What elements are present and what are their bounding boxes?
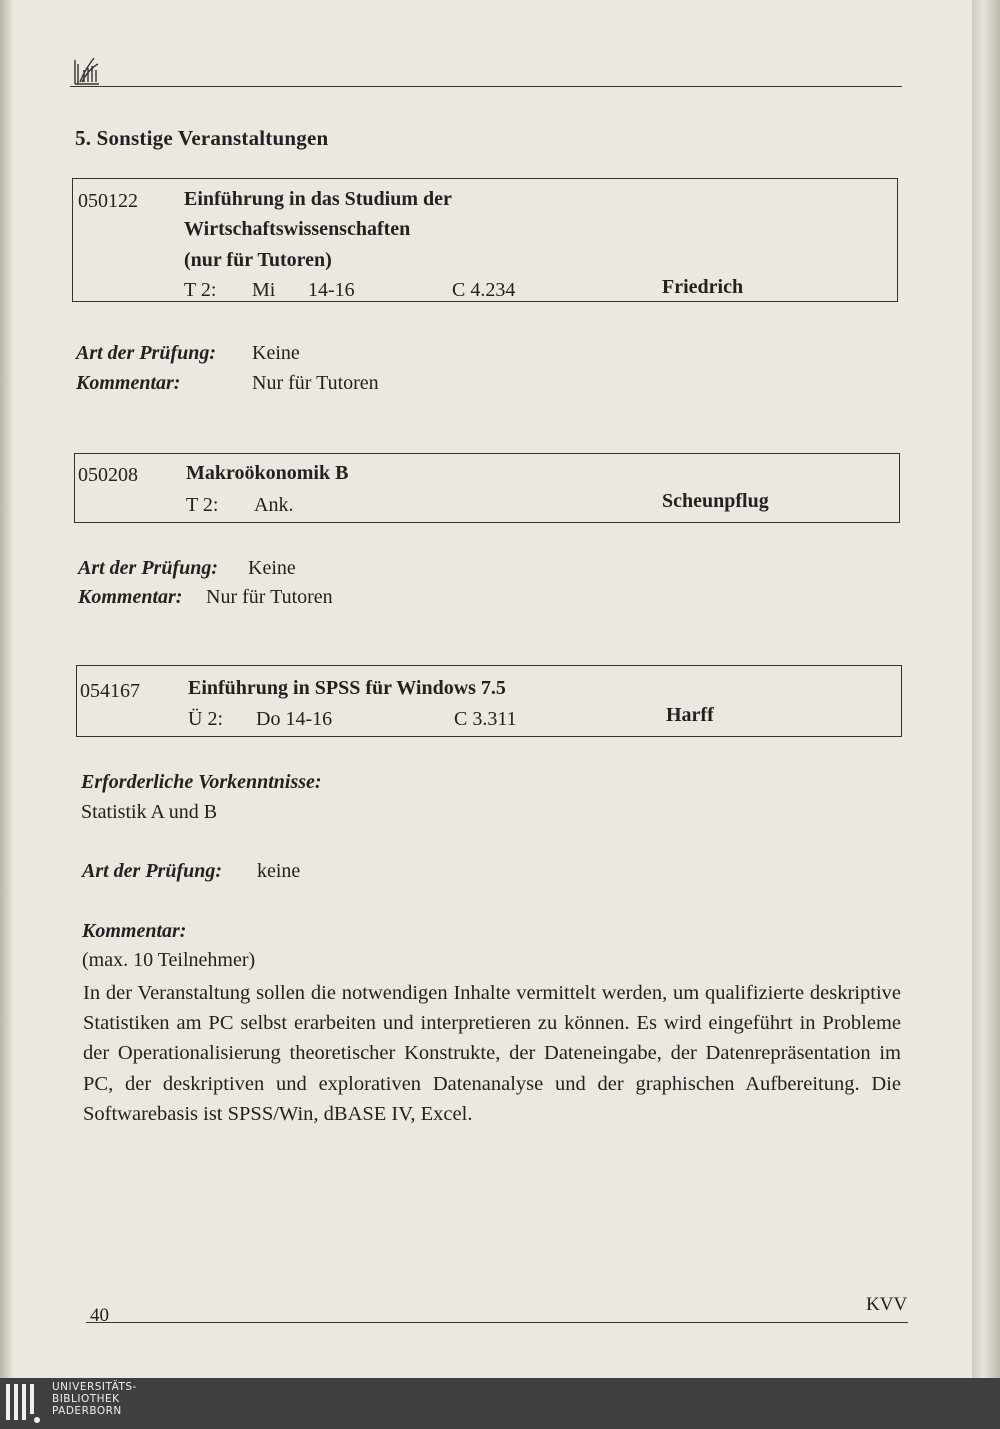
footer-code: KVV xyxy=(866,1294,908,1315)
prereq-label: Erforderliche Vorkenntnisse: xyxy=(81,771,322,793)
library-bar xyxy=(0,1378,1000,1429)
header-rule xyxy=(70,86,902,87)
comment-label: Kommentar: xyxy=(76,372,181,394)
course-room: C 4.234 xyxy=(452,279,516,301)
course-type: T 2: xyxy=(186,494,219,516)
comment-note: (max. 10 Teilnehmer) xyxy=(82,949,256,971)
course-day: Ank. xyxy=(254,494,294,516)
course-day: Mi xyxy=(252,279,276,301)
course-room: C 3.311 xyxy=(454,708,517,730)
course-time: Do 14-16 xyxy=(256,708,333,730)
exam-label: Art der Prüfung: xyxy=(76,342,217,364)
library-name-line2: BIBLIOTHEK xyxy=(52,1393,120,1405)
course-title: (nur für Tutoren) xyxy=(184,249,332,271)
course-title: Einführung in SPSS für Windows 7.5 xyxy=(188,677,506,699)
comment-paragraph: In der Veranstaltung sollen die notwendigen Inhalte vermittelt werden, um qualifizierte deskriptive Statistiken am PC selbst erarbeiten und interpretieren zu können. Es wird eingeführt in Probleme der Operationalisierung theoretischer Konstrukte, der Dateneingabe, der Datenrepräsentation im PC, der deskriptiven und explorativen Datenanalyse und der graphischen Aufbereitung. Die Softwarebasis ist SPSS/Win, dBASE IV, Excel. xyxy=(83,982,901,1125)
page-number: 40 xyxy=(90,1305,109,1326)
comment-label: Kommentar: xyxy=(82,920,187,942)
library-name-line1: UNIVERSITÄTS- xyxy=(52,1381,137,1393)
course-title: Einführung in das Studium der xyxy=(184,188,452,210)
course-type: Ü 2: xyxy=(188,708,223,730)
course-title: Makroökonomik B xyxy=(186,462,349,484)
comment-label: Kommentar: xyxy=(78,586,183,608)
course-title: Wirtschaftswissenschaften xyxy=(184,218,411,240)
course-lecturer: Scheunpflug xyxy=(662,490,769,512)
section-title: 5. Sonstige Veranstaltungen xyxy=(75,126,329,150)
prereq-value: Statistik A und B xyxy=(81,801,218,823)
course-lecturer: Friedrich xyxy=(662,276,744,298)
course-hours: 14-16 xyxy=(308,279,355,301)
course-type: T 2: xyxy=(184,279,217,301)
exam-value: Keine xyxy=(248,557,296,579)
comment-value: Nur für Tutoren xyxy=(206,586,333,608)
exam-value: keine xyxy=(257,860,301,882)
library-name-line3: PADERBORN xyxy=(52,1405,122,1417)
comment-value: Nur für Tutoren xyxy=(252,372,379,394)
library-logo-icon xyxy=(4,1382,42,1424)
course-number: 054167 xyxy=(80,680,140,702)
book-logo-icon xyxy=(72,54,102,86)
exam-label: Art der Prüfung: xyxy=(78,557,219,579)
course-number: 050122 xyxy=(78,190,138,212)
course-lecturer: Harff xyxy=(666,704,714,726)
course-number: 050208 xyxy=(78,464,138,486)
exam-value: Keine xyxy=(252,342,300,364)
exam-label: Art der Prüfung: xyxy=(82,860,223,882)
spine-shadow xyxy=(0,0,14,1378)
page-edge xyxy=(972,0,1000,1378)
footer-rule xyxy=(86,1322,908,1323)
